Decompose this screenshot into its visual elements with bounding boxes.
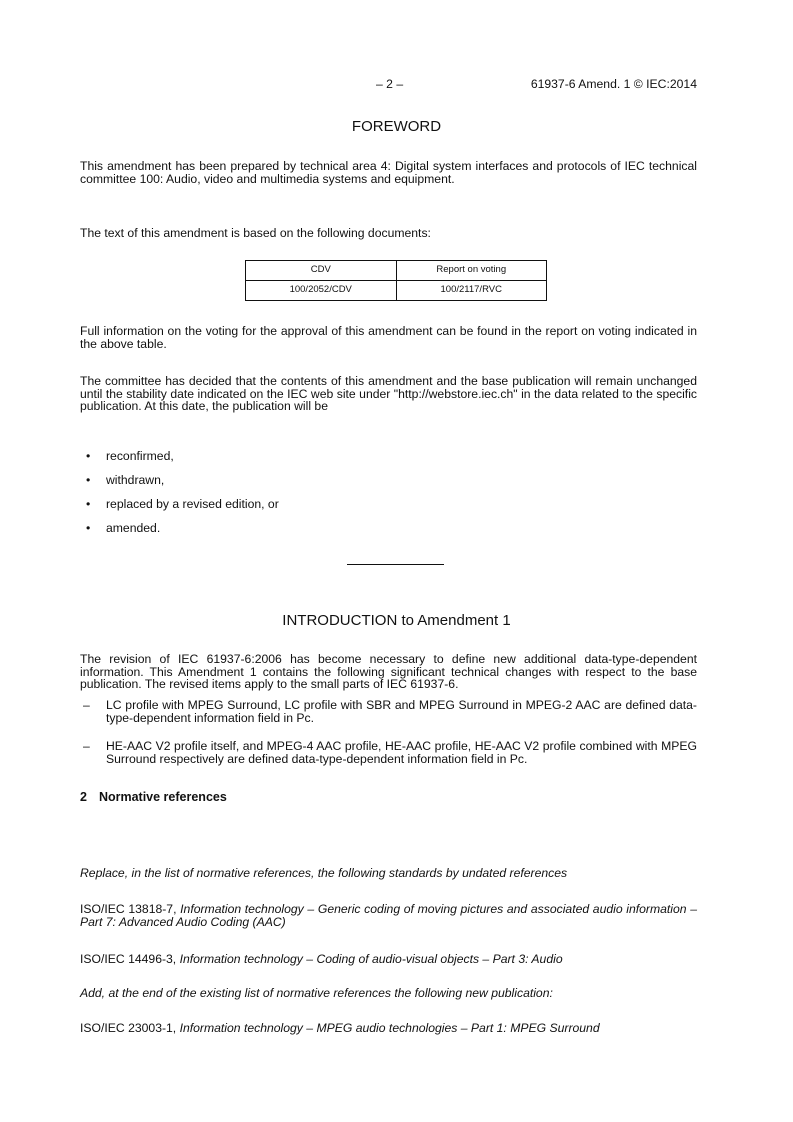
bullet-icon: •: [86, 497, 91, 511]
foreword-para-1: This amendment has been prepared by technical area 4: Digital system interfaces and protocols of IEC technical committee 100: Audio, video and multimedia systems and equipment.: [80, 159, 697, 186]
instruction-add: Add, at the end of the existing list of normative references the following new publication:: [80, 986, 553, 1000]
reference-id: ISO/IEC 14496-3,: [80, 952, 177, 966]
list-item: amended.: [106, 521, 161, 535]
table-row: [246, 281, 547, 301]
section-divider: [347, 564, 444, 565]
table-cell: 100/2052/CDV: [246, 281, 397, 301]
section-number: 2: [80, 790, 87, 804]
list-item: LC profile with MPEG Surround, LC profile with SBR and MPEG Surround in MPEG-2 AAC are defined data-type-dependent information field in Pc.: [106, 698, 697, 725]
list-item: withdrawn,: [106, 473, 165, 487]
introduction-para: The revision of IEC 61937-6:2006 has become necessary to define new additional data-type-dependent information. This Amendment 1 contains the following significant technical changes with respect to the base publication. The revised items apply to the small parts of IEC 61937-6.: [80, 652, 697, 692]
reference-id: ISO/IEC 13818-7,: [80, 902, 177, 916]
foreword-title: FOREWORD: [351, 118, 442, 135]
instruction-replace: Replace, in the list of normative references, the following standards by undated references: [80, 866, 568, 880]
bullet-icon: •: [86, 521, 91, 535]
list-item: HE-AAC V2 profile itself, and MPEG-4 AAC profile, HE-AAC profile, HE-AAC V2 profile combined with MPEG Surround respectively are defined data-type-dependent information field in Pc.: [106, 739, 697, 766]
reference-title: Information technology – Generic coding of moving pictures and associated audio information – Part 7: Advanced Audio Coding (AAC): [80, 902, 698, 929]
reference-item: [80, 903, 697, 928]
section-heading: [80, 791, 227, 804]
reference-title: Information technology – Coding of audio-visual objects – Part 3: Audio: [179, 952, 563, 966]
foreword-para-2: The text of this amendment is based on the following documents:: [80, 226, 431, 240]
list-item: replaced by a revised edition, or: [106, 497, 279, 511]
foreword-para-3: Full information on the voting for the approval of this amendment can be found in the report on voting indicated in the above table.: [80, 324, 697, 351]
introduction-title: INTRODUCTION to Amendment 1: [282, 612, 511, 629]
list-item: reconfirmed,: [106, 449, 174, 463]
reference-title: Information technology – MPEG audio technologies – Part 1: MPEG Surround: [179, 1021, 600, 1035]
section-title: Normative references: [98, 790, 227, 804]
table-header-row: [246, 261, 547, 281]
bullet-icon: •: [86, 473, 91, 487]
foreword-para-4: The committee has decided that the contents of this amendment and the base publication will remain unchanged until the stability date indicated on the IEC web site under "http://webstore.iec.ch" in the data related to the specific publication. At this date, the publication will be: [80, 374, 697, 414]
table-header: CDV: [246, 261, 397, 281]
bullet-icon: •: [86, 449, 91, 463]
page-number: – 2 –: [376, 77, 404, 91]
documents-table: [245, 260, 547, 301]
table-cell: 100/2117/RVC: [396, 281, 547, 301]
reference-item: [80, 953, 697, 966]
dash-icon: –: [83, 739, 90, 753]
table-header: Report on voting: [396, 261, 547, 281]
dash-icon: –: [83, 698, 90, 712]
reference-id: ISO/IEC 23003-1,: [80, 1021, 177, 1035]
reference-item: [80, 1022, 697, 1035]
document-id: 61937-6 Amend. 1 © IEC:2014: [530, 77, 697, 91]
